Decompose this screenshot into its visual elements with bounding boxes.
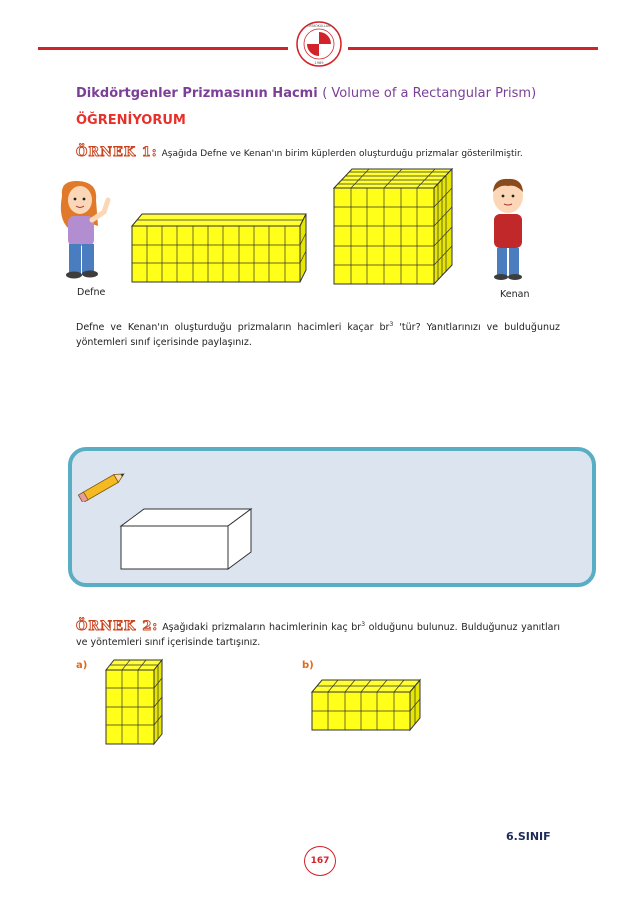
title-main: Dikdörtgenler Prizmasının Hacmi [76, 86, 318, 101]
prism-b [310, 678, 422, 732]
defne-caption: Defne [77, 287, 106, 298]
example2-part1: Aşağıdaki prizmaların hacimlerinin kaç br [162, 622, 362, 634]
example2-label: ÖRNEK 2: [76, 619, 159, 635]
example1-line [76, 145, 523, 160]
example2-paragraph [76, 617, 560, 650]
kenan-caption: Kenan [500, 289, 530, 300]
example2-exponent: 3 [361, 621, 366, 628]
question-part1: Defne ve Kenan'ın oluşturduğu prizmaların hacimleri kaçar br [76, 322, 390, 334]
empty-prism-drawing [118, 506, 256, 572]
pencil-icon [74, 470, 130, 502]
example1-text: Aşağıda Defne ve Kenan'ın birim küplerden oluşturduğu prizmalar gösterilmiştir. [161, 149, 523, 159]
defne-prism [130, 212, 308, 284]
logo-year: 1989 [314, 61, 324, 65]
kenan-illustration [484, 176, 532, 282]
question-part2: 'tür? Yanıtlarınızı ve bulduğunuz yöntemleri sınıf içerisinde paylaşınız. [76, 322, 560, 349]
grade-label: 6.SINIF [506, 830, 551, 843]
question-exponent: 3 [389, 321, 394, 328]
logo-text: ORTAOKULLARI [306, 24, 332, 28]
school-logo [294, 18, 344, 76]
kenan-prism [330, 166, 454, 286]
page-number: 167 [304, 846, 336, 876]
header-rule-right [348, 47, 598, 50]
example2-label-b: b) [302, 660, 314, 671]
page-title [76, 86, 536, 101]
example2-label-a: a) [76, 660, 88, 671]
example2-part2: olduğunu bulunuz. Bulduğunuz yanıtları ve yöntemleri sınıf içerisinde tartışınız. [76, 622, 560, 649]
title-sub: ( Volume of a Rectangular Prism) [322, 86, 537, 101]
example1-label: ÖRNEK 1: [76, 145, 158, 160]
question-paragraph [76, 317, 560, 350]
prism-a [104, 658, 164, 746]
header-rule-left [38, 47, 288, 50]
defne-illustration [54, 178, 114, 282]
section-heading: ÖĞRENİYORUM [76, 113, 186, 128]
